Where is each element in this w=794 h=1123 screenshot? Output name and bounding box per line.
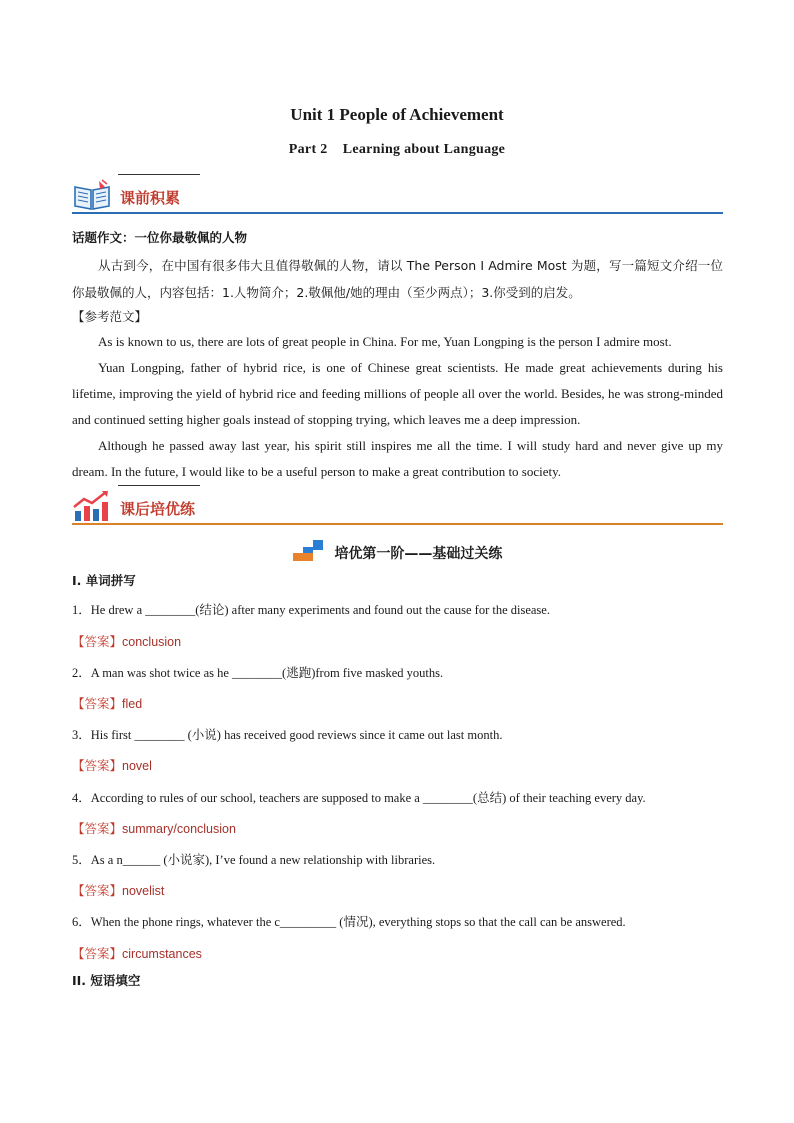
header-bottom-rule [72, 212, 723, 214]
sample-essay-label: 【参考范文】 [72, 309, 148, 324]
answer-6 [72, 944, 732, 962]
section-label-afterclass: 课后培优练 [120, 500, 196, 518]
stairs-icon [292, 538, 326, 562]
answer-value: circumstances [122, 947, 202, 961]
answer-value: novel [122, 759, 152, 773]
answer-3 [72, 756, 732, 774]
tier-title [0, 538, 794, 563]
answer-label: 【答案】 [72, 758, 123, 773]
essay-paragraph-2: Yuan Longping, father of hybrid rice, is one of Chinese great scientists. He made great achievements during his lifetime, improving the yield of hybrid rice and feeding millions of people all over the world. Besides, he was strong-minded and continued setting higher goals instead of stopping trying, which leaves me a deep impression. [72, 360, 723, 427]
question-2: 2．A man was shot twice as he ________(逃跑)from five masked youths. [72, 666, 444, 680]
answer-value: conclusion [122, 635, 182, 649]
section-header-preclass [72, 174, 723, 214]
answer-4 [72, 819, 732, 837]
essay-paragraph-3: Although he passed away last year, his spirit still inspires me all the time. I will study hard and never give up my dream. In the future, I would like to be a useful person to make a great contribution to society. [72, 438, 723, 479]
question-4: 4．According to rules of our school, teachers are supposed to make a ________(总结) of their teaching every day. [72, 791, 646, 805]
section-header-afterclass [72, 485, 723, 525]
page-subtitle: Part 2 Learning about Language [288, 142, 506, 157]
part1-title [72, 568, 723, 594]
answer-value: fled [122, 697, 143, 711]
book-icon [72, 178, 112, 212]
growth-chart-icon [72, 489, 112, 523]
question-6: 6．When the phone rings, whatever the c_________ (情况), everything stops so that the call can be answered. [72, 915, 626, 929]
answer-label: 【答案】 [72, 696, 123, 711]
part2-title [72, 968, 723, 994]
essay-paragraph-1: As is known to us, there are lots of great people in China. For me, Yuan Longping is the person I admire most. [98, 334, 672, 349]
header-top-rule [118, 485, 200, 486]
writing-prompt: 从古到今，在中国有很多伟大且值得敬佩的人物，请以 The Person I Admire Most 为题，写一篇短文介绍一位你最敬佩的人，内容包括：1.人物简介；2.敬佩他/她的理由（至少两点）；3.你受到的启发。 [72, 258, 723, 300]
answer-label: 【答案】 [72, 883, 123, 898]
answer-2 [72, 694, 732, 712]
answer-5 [72, 881, 732, 899]
page-title: Unit 1 People of Achievement [290, 105, 504, 124]
question-3: 3．His first ________ (小说) has received good reviews since it came out last month. [72, 728, 503, 742]
topic-title: 话题作文：一位你最敬佩的人物 [72, 230, 248, 245]
answer-value: summary/conclusion [122, 822, 236, 836]
question-5: 5．As a n______ (小说家), I’ve found a new relationship with libraries. [72, 853, 436, 867]
header-bottom-rule [72, 523, 723, 525]
answer-label: 【答案】 [72, 634, 123, 649]
question-1: 1．He drew a ________(结论) after many experiments and found out the cause for the disease. [72, 603, 550, 617]
answer-value: novelist [122, 884, 165, 898]
header-top-rule [118, 174, 200, 175]
tier-title-text: 培优第一阶——基础过关练 [334, 546, 503, 562]
answer-label: 【答案】 [72, 821, 123, 836]
answer-label: 【答案】 [72, 946, 123, 961]
part1-title-text: I. 单词拼写 [72, 573, 136, 588]
part2-title-text: II. 短语填空 [72, 973, 141, 988]
section-label-preclass: 课前积累 [120, 189, 181, 207]
answer-1 [72, 632, 732, 650]
